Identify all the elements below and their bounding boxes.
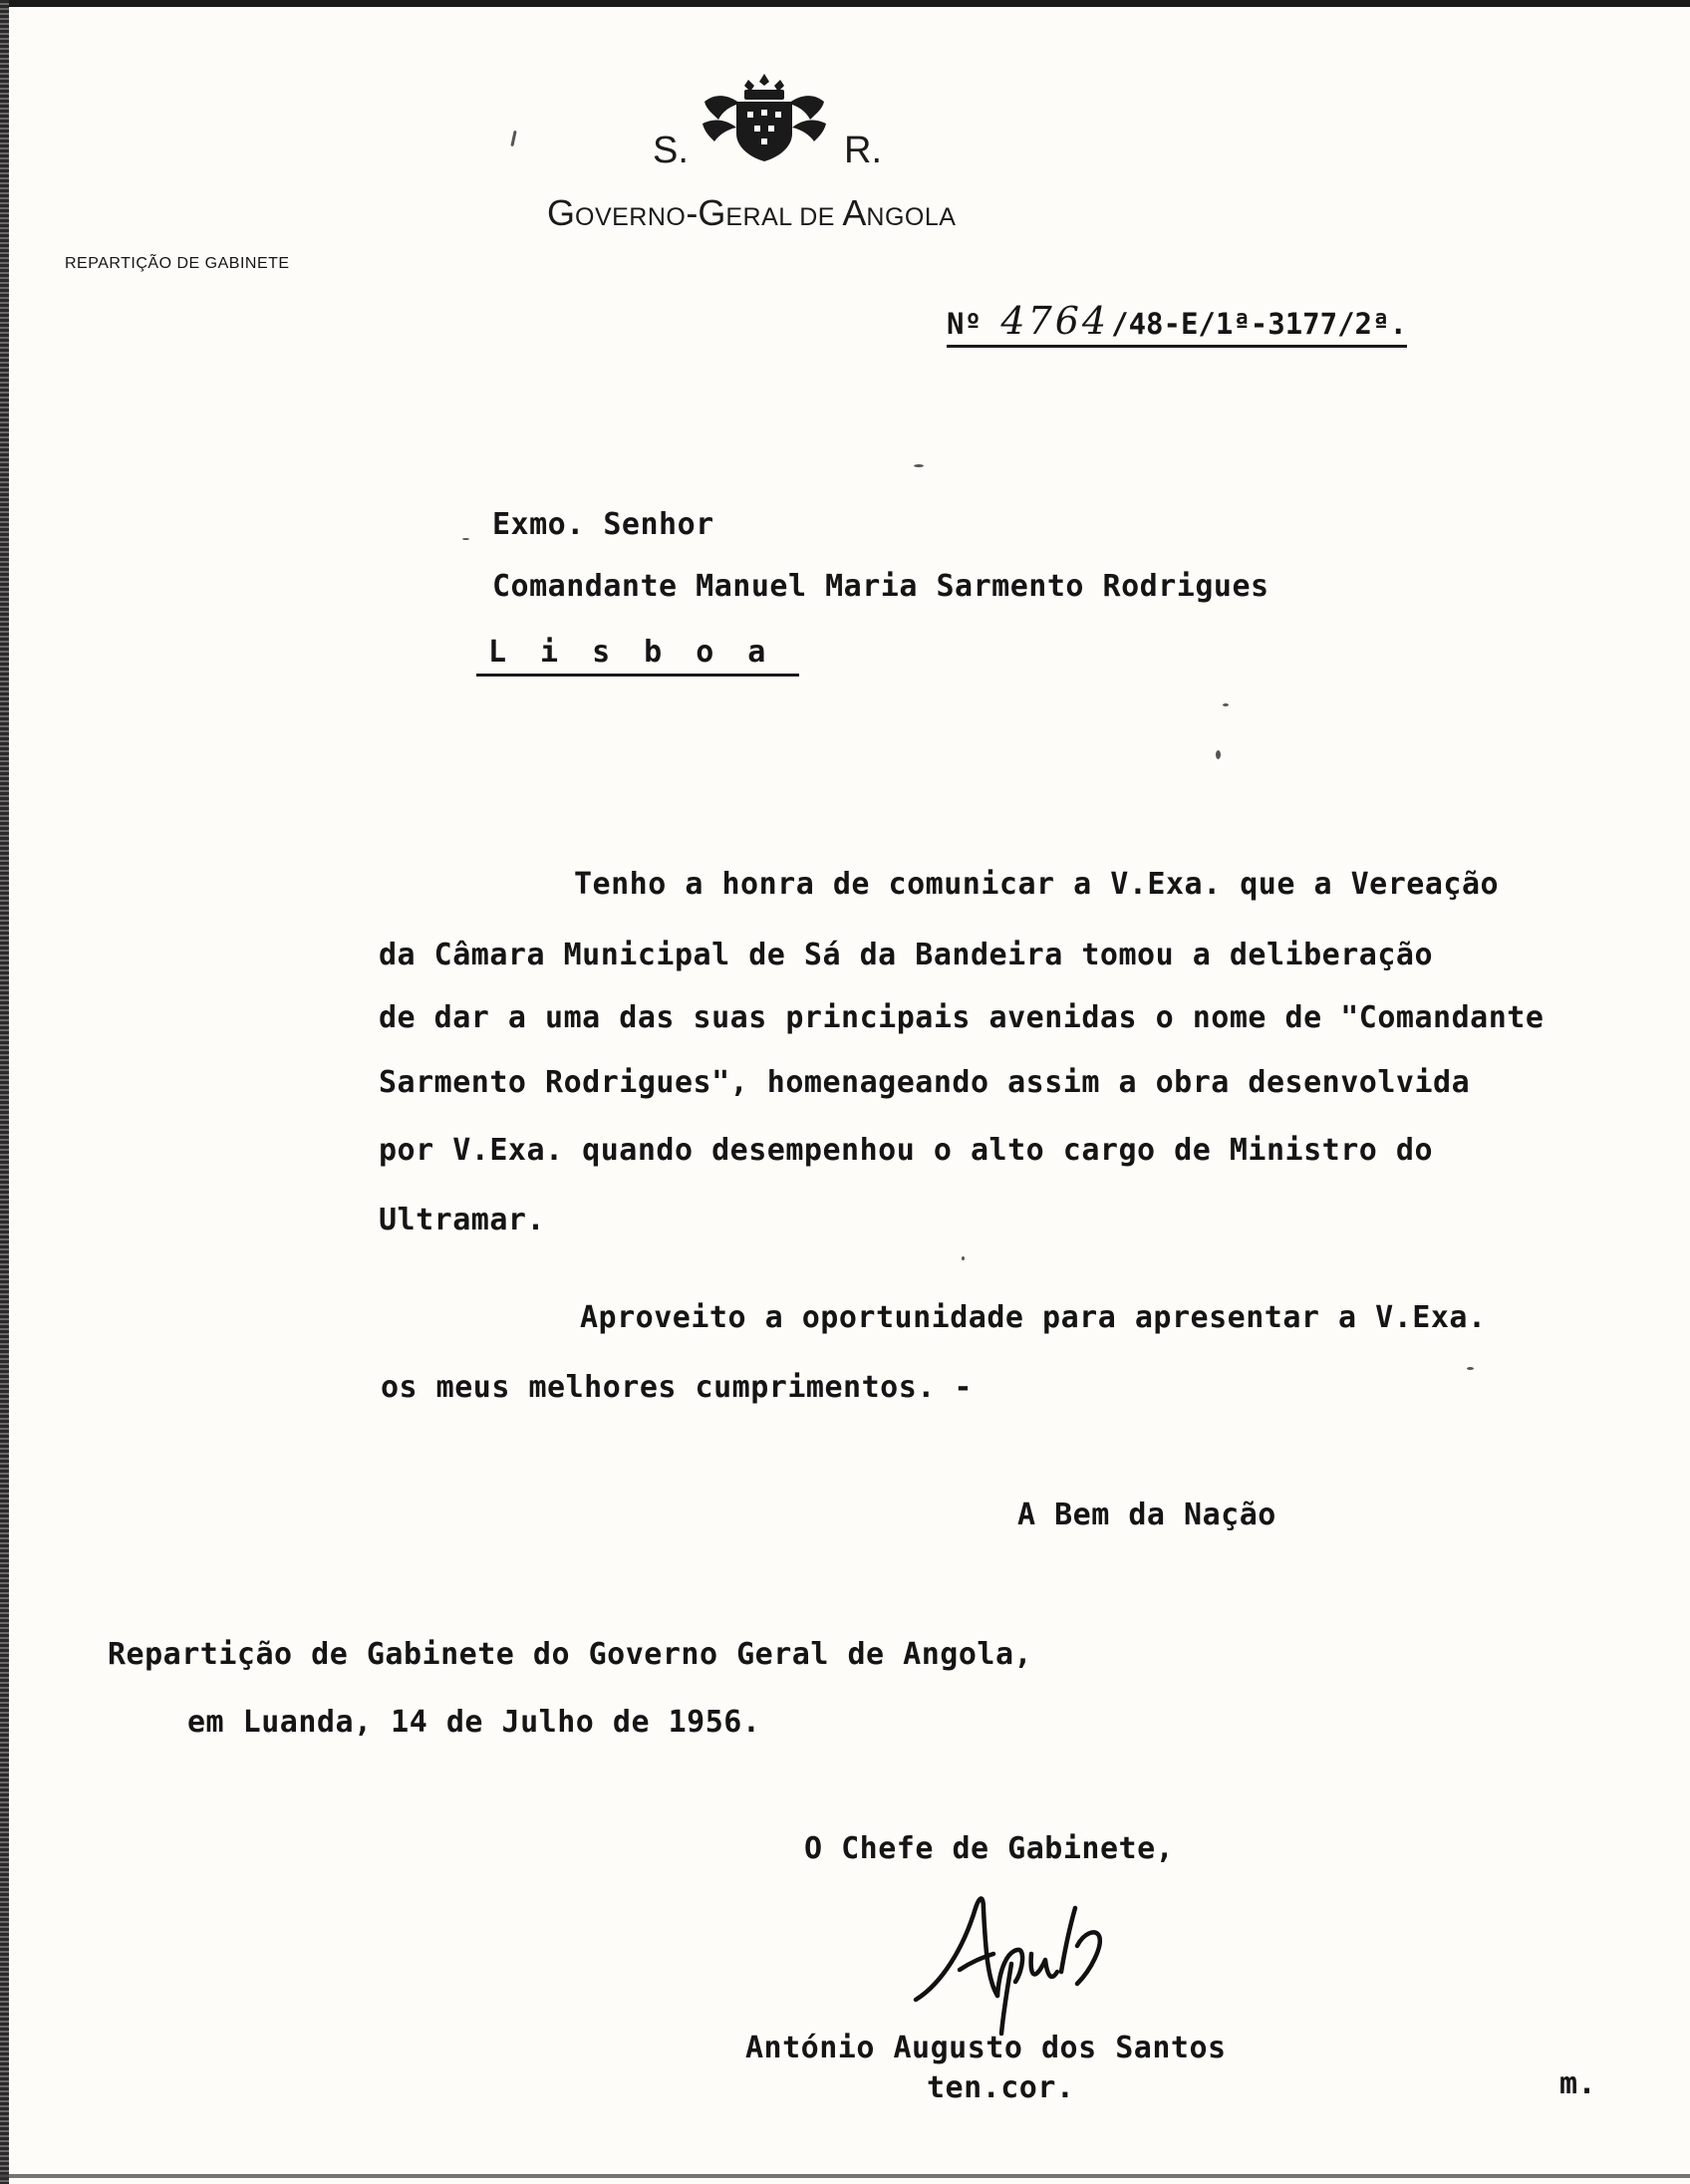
body-line: da Câmara Municipal de Sá da Bandeira tomou a deliberação — [379, 938, 1434, 972]
body-line: Aproveito a oportunidade para apresentar a V.Exa. — [580, 1300, 1487, 1335]
signatory-title: O Chefe de Gabinete, — [804, 1831, 1175, 1866]
scan-speck — [1467, 1367, 1474, 1370]
scan-speck — [462, 538, 469, 540]
body-line: por V.Exa. quando desempenhou o alto cargo de Ministro do — [379, 1133, 1434, 1168]
body-line: de dar a uma das suas principais avenidas o nome de "Comandante — [379, 1000, 1545, 1035]
letterhead-initial-s: S. — [653, 130, 689, 171]
letterhead-initial-r: R. — [844, 130, 882, 171]
addressee-name: Comandante Manuel Maria Sarmento Rodrigues — [492, 569, 1269, 604]
motto: A Bem da Nação — [1017, 1498, 1276, 1532]
scan-speck — [962, 1256, 965, 1260]
page-edge-top — [0, 0, 1690, 7]
salutation: Exmo. Senhor — [492, 507, 714, 542]
page-edge-bottom — [0, 2174, 1690, 2178]
date-line: em Luanda, 14 de Julho de 1956. — [187, 1705, 761, 1740]
scan-speck — [1216, 750, 1221, 759]
body-line: os meus melhores cumprimentos. - — [381, 1370, 973, 1405]
scan-speck — [1223, 703, 1229, 706]
addressee-city: Lisboa — [476, 635, 799, 677]
typist-initials: m. — [1559, 2066, 1597, 2101]
handwritten-number: 4764 — [1000, 299, 1110, 343]
signatory-rank: ten.cor. — [927, 2070, 1075, 2105]
letterhead-title: GOVERNO-GERAL DE ANGOLA — [547, 192, 957, 233]
place-line: Repartição de Gabinete do Governo Geral de Angola, — [108, 1637, 1033, 1672]
body-line: Tenho a honra de comunicar a V.Exa. que a Vereação — [574, 867, 1500, 902]
body-line: Ultramar. — [379, 1203, 546, 1237]
department-label: REPARTIÇÃO DE GABINETE — [65, 255, 290, 272]
coat-of-arms-icon — [701, 72, 828, 163]
body-line: Sarmento Rodrigues", homenageando assim a obra desenvolvida — [379, 1065, 1471, 1100]
scan-speck — [914, 464, 924, 467]
reference-number: Nº 4764/48-E/1ª-3177/2ª. — [947, 299, 1407, 348]
scan-speck — [510, 131, 516, 146]
handwritten-signature — [902, 1888, 1141, 2038]
page-edge-left — [0, 0, 9, 2184]
signatory-name: António Augusto dos Santos — [745, 2031, 1227, 2065]
